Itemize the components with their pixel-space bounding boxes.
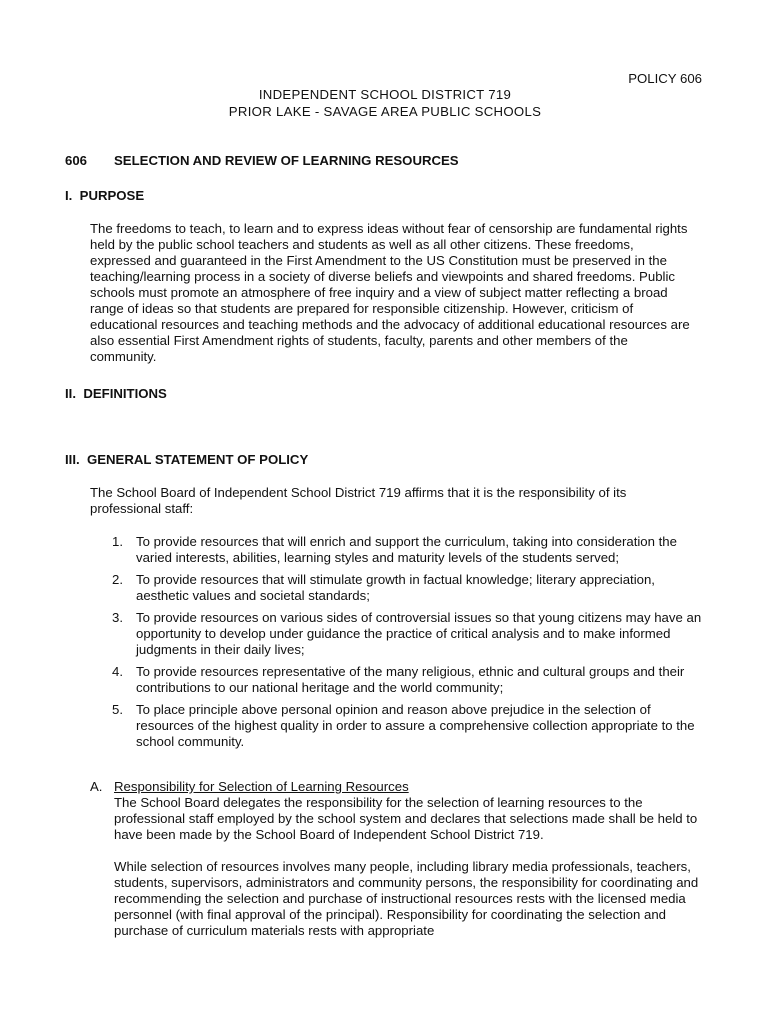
responsibility-list bbox=[112, 534, 707, 756]
list-item: 2. To provide resources that will stimulate growth in factual knowledge; literary appreciation, aesthetic values and societal standards; bbox=[112, 572, 655, 603]
list-item-text: To provide resources that will stimulate growth in factual knowledge; literary appreciation, aesthetic values and societal standards; bbox=[136, 572, 655, 603]
section-general-heading: III. GENERAL STATEMENT OF POLICY bbox=[65, 452, 309, 467]
list-item-text: To provide resources that will enrich and support the curriculum, taking into consideration the varied interests, abilities, learning styles and maturity levels of the students served; bbox=[136, 534, 677, 565]
list-item: 4. To provide resources representative of the many religious, ethnic and cultural groups and their contributions to our national heritage and the world community; bbox=[112, 664, 685, 695]
subsection-a-letter: A. bbox=[90, 779, 103, 794]
district-name: INDEPENDENT SCHOOL DISTRICT 719 bbox=[258, 87, 512, 102]
list-item-text: To place principle above personal opinion and reason above prejudice in the selection of resources of the highest quality in order to assure a comprehensive collection appropriate to the school community. bbox=[136, 702, 695, 749]
policy-number: POLICY 606 bbox=[628, 71, 702, 86]
list-item: 1. To provide resources that will enrich and support the curriculum, taking into consideration the varied interests, abilities, learning styles and maturity levels of the students served; bbox=[112, 534, 677, 565]
list-item: 5. To place principle above personal opinion and reason above prejudice in the selection of resources of the highest quality in order to assure a comprehensive collection appropriate to the school community. bbox=[112, 702, 695, 749]
subsection-a-heading: Responsibility for Selection of Learning Resources bbox=[114, 779, 409, 794]
subsection-a-paragraph-1: The School Board delegates the responsibility for the selection of learning resources to the professional staff employed by the school system and declares that selections made shall be held to have been made by the School Board of Independent School District 719. bbox=[114, 795, 698, 842]
general-intro-paragraph: The School Board of Independent School District 719 affirms that it is the responsibility of its professional staff: bbox=[90, 485, 627, 516]
list-item-text: To provide resources representative of the many religious, ethnic and cultural groups and their contributions to our national heritage and the world community; bbox=[136, 664, 685, 695]
district-subtitle: PRIOR LAKE - SAVAGE AREA PUBLIC SCHOOLS bbox=[228, 104, 542, 119]
purpose-paragraph: The freedoms to teach, to learn and to express ideas without fear of censorship are fundamental rights held by the public school teachers and students as well as all other citizens. These freedoms, expressed and guaranteed in the First Amendment to the US Constitution must be preserved in the teaching/learning process in a society of diverse beliefs and viewpoints and shared freedoms. Public schools must promote an atmosphere of free inquiry and a view of subject matter reflecting a broad range of ideas so that students are prepared for responsible citizenship. However, criticism of educational resources and teaching methods and the advocacy of additional educational resources are also essential First Amendment rights of students, faculty, parents and other members of the community. bbox=[90, 221, 690, 364]
subsection-a-paragraph-2: While selection of resources involves many people, including library media professionals, teachers, students, supervisors, administrators and community persons, the responsibility for coordinating and recommending the selection and purchase of instructional resources rests with the licensed media personnel (with final approval of the principal). Responsibility for coordinating the selection and purchase of curriculum materials rests with appropriate bbox=[114, 859, 699, 938]
section-definitions-heading: II. DEFINITIONS bbox=[65, 386, 167, 401]
list-item: 3. To provide resources on various sides of controversial issues so that young citizens may have an opportunity to develop under guidance the practice of critical analysis and to make informed judgments in their daily lives; bbox=[112, 610, 702, 657]
policy-title: SELECTION AND REVIEW OF LEARNING RESOURCES bbox=[114, 153, 459, 168]
section-purpose-heading: I. PURPOSE bbox=[65, 188, 145, 203]
list-item-text: To provide resources on various sides of controversial issues so that young citizens may have an opportunity to develop under guidance the practice of critical analysis and to make informed judgments in their daily lives; bbox=[136, 610, 702, 657]
policy-title-number: 606 bbox=[65, 153, 88, 168]
